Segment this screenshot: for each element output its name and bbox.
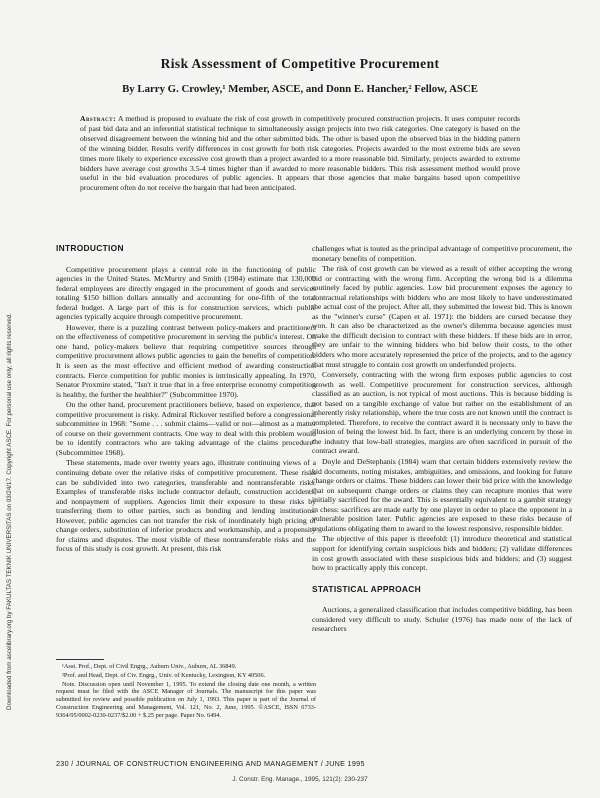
right-paragraph-2: The risk of cost growth can be viewed as a result of either accepting the wrong bid or contracting with the wrong firm. Accepting the wrong bid is a dilemma routinely faced by public agencies. Low bid procurement exposes the agency to contractual relationships with bidders who are most likely to have underestimated the actual cost of the project. After all, they submitted the lowest bid. This is known as the "winner's curse" (Capen et al. 1971): the bidders are cursed because they won. It can also be characterized as the owner's dilemma because agencies must make the difficult decision to contract with these bidders. If these bids are in error, they are unfair to the winning bidders who bid below their costs, to the other bidders who more accurately represented the price of the projects, and to the agency that must struggle to contain cost growth on underfunded projects. xyxy=(312,264,572,369)
introduction-heading: INTRODUCTION xyxy=(56,243,124,253)
download-notice xyxy=(4,110,16,710)
right-paragraph-4: Doyle and DeStephanis (1984) warn that certain bidders extensively review the bid documents, noting mistakes, ambiguities, and omissions, and looking for future change orders or claims. These bidders can lower their bid price with the knowledge that on subsequent change orders or claims they can recapture monies that were initially sacrificed for the award. This is essentially equivalent to a gambit strategy in chess: sacrifices are made early by one player in order to place the opponent in a vulnerable position later. Public agencies are exposed to these risks because of regulations obligating them to award to the lowest responsive, responsible bidder. xyxy=(312,457,572,533)
right-paragraph-1: challenges what is touted as the principal advantage of competitive procurement, the monetary benefits of competition. xyxy=(312,244,573,263)
abstract-text: A method is proposed to evaluate the risk of cost growth in competitively procured construction projects. It uses computer records of past bid data and an inferential statistical technique to simultaneously assign projects into two risk categories. One category is based on the observed disagreement between the winning bid and the other submitted bids. The other is based upon the observed bias in the bidding pattern of the winning bidder. Results verify differences in cost growth for both risk categories. Projects awarded to the most extreme bids are seven times more likely to experience excessive cost growth than a project awarded to a more reasonable bid. Similarly, projects awarded to extreme bidders have average cost growths 3.5-4 times higher than if awarded to more reasonable bidders. This risk assessment method would prove useful in the bid evaluation procedures of public agencies. It appears that those agencies that make bargains based upon competitive procurement often do not receive the bargain that had been anticipated. xyxy=(80,114,521,193)
footnotes xyxy=(56,663,316,721)
footnote-note: Note. Discussion open until November 1, 1995. To extend the closing date one month, a written request must be filed with the ASCE Manager of Journals. The manuscript for this paper was submitted for review and possible publication on July 1, 1993. This paper is part of the Journal of Construction Engineering and Management, Vol. 121, No. 2, June, 1995. ©ASCE, ISSN 0733-9364/95/0002-0230-0237/$2.00 + $.25 per page. Paper No. 6494. xyxy=(56,680,316,719)
right-column xyxy=(312,244,572,634)
footnote-1: ¹Asst. Prof., Dept. of Civil Engrg., Auburn Univ., Auburn, AL 36849. xyxy=(62,663,237,670)
abstract-label: Abstract: xyxy=(80,114,117,123)
paper-title: Risk Assessment of Competitive Procurement xyxy=(160,56,440,71)
footnote-rule xyxy=(56,659,104,660)
paper-authors: By Larry G. Crowley,¹ Member, ASCE, and Donn E. Hancher,² Fellow, ASCE xyxy=(122,83,478,95)
statistical-paragraph: Auctions, a generalized classification that includes competitive bidding, has been considered very difficult to study. Schuler (1976) has made note of the lack of researchers xyxy=(312,605,572,634)
intro-paragraph-1: Competitive procurement plays a central role in the functioning of public agencies in the United States. McMurtry and Smith (1984) estimate that 130,000 federal employees are directly engaged in the procurement of goods and services totaling $150 billion dollars annually and accounting for one-fifth of the total federal budget. A large part of this is for construction services, which public agencies typically acquire through competitive procurement. xyxy=(56,264,316,322)
intro-paragraph-2: However, there is a puzzling contrast between policy-makers and practitioners on the effectiveness of competitive procurement in serving the public's interest. On one hand, policy-makers believe that requiring competitive sources through competitive procurement allows public agencies to gain the benefits of competition. It is seen as the most effective and efficient method of awarding construction contracts. Fierce competition for public monies is intrinsically appealing. In 1970, Senator Proxmire stated, "Isn't it true that in a free enterprise economy competition is healthy, the further the healthier?" (Subcommittee 1970). xyxy=(56,322,316,399)
download-notice-text: Downloaded from ascelibrary.org by FAKULTAS TEKNIK UNIVERSITAS on 03/24/17. Copyright ASCE. For personal use only; all rights reserved. xyxy=(6,313,13,710)
statistical-approach-heading: STATISTICAL APPROACH xyxy=(312,583,421,594)
footnote-2: ²Prof. and Head, Dept. of Civ. Engrg., Univ. of Kentucky, Lexington, KY 40506. xyxy=(62,671,266,679)
intro-paragraph-4: These statements, made over twenty years ago, illustrate continuing views of a continuing debate over the relative risks of competitive procurement. These risks can be subdivided into two categories, transferable and nontransferable risks. Examples of transferable risks include contractor default, construction accidents, and nonpayment of suppliers. Agencies limit their exposure to these risks by transferring them to other parties, such as bonding and lending institutions. However, public agencies can not transfer the risk of inordinately high pricing of change orders, substitution of inferior products and workmanship, and a propensity for claims and disputes. The most visible of these nontransferable risks and the focus of this study is cost growth. At present, this risk xyxy=(56,458,316,554)
left-column xyxy=(56,244,316,554)
abstract xyxy=(80,114,520,193)
page-footer: 230 / JOURNAL OF CONSTRUCTION ENGINEERING AND MANAGEMENT / JUNE 1995 xyxy=(56,759,365,768)
right-paragraph-3: Conversely, contracting with the wrong firm exposes public agencies to cost growth as well. Competitive procurement for construction services, although classified as an auction, is not typical of most auctions. This is because bidding is not based on a tangible exchange of value but rather on the establishment of an inherently risky relationship, where the true costs are not known until the contract is completed. Therefore, to receive the contract award it is necessary only to have the illusion of being the lowest bid. In fact, there is an underlying concern by those in the industry that low-ball strategies, margins are often sacrificed in pursuit of the contract award. xyxy=(312,370,572,456)
intro-paragraph-3: On the other hand, procurement practitioners believe, based on experience, that competitive procurement is risky. Admiral Rickover testified before a congressional subcommittee in 1968: "Some . . . submit claims—valid or not—almost as a matter of course on their government contracts. One way to deal with this problem would be to identify contractors who are taking advantage of the claims procedure" (Subcommittee 1968). xyxy=(56,400,316,457)
citation-line: J. Constr. Eng. Manage., 1995, 121(2): 230-237 xyxy=(232,776,368,783)
right-paragraph-5: The objective of this paper is threefold: (1) introduce theoretical and statistical support for identifying certain suspicious bids and bidders; (2) validate differences in cost growth associated with these suspicious bids and bidders; and (3) suggest how to practically apply this concept. xyxy=(312,534,572,573)
